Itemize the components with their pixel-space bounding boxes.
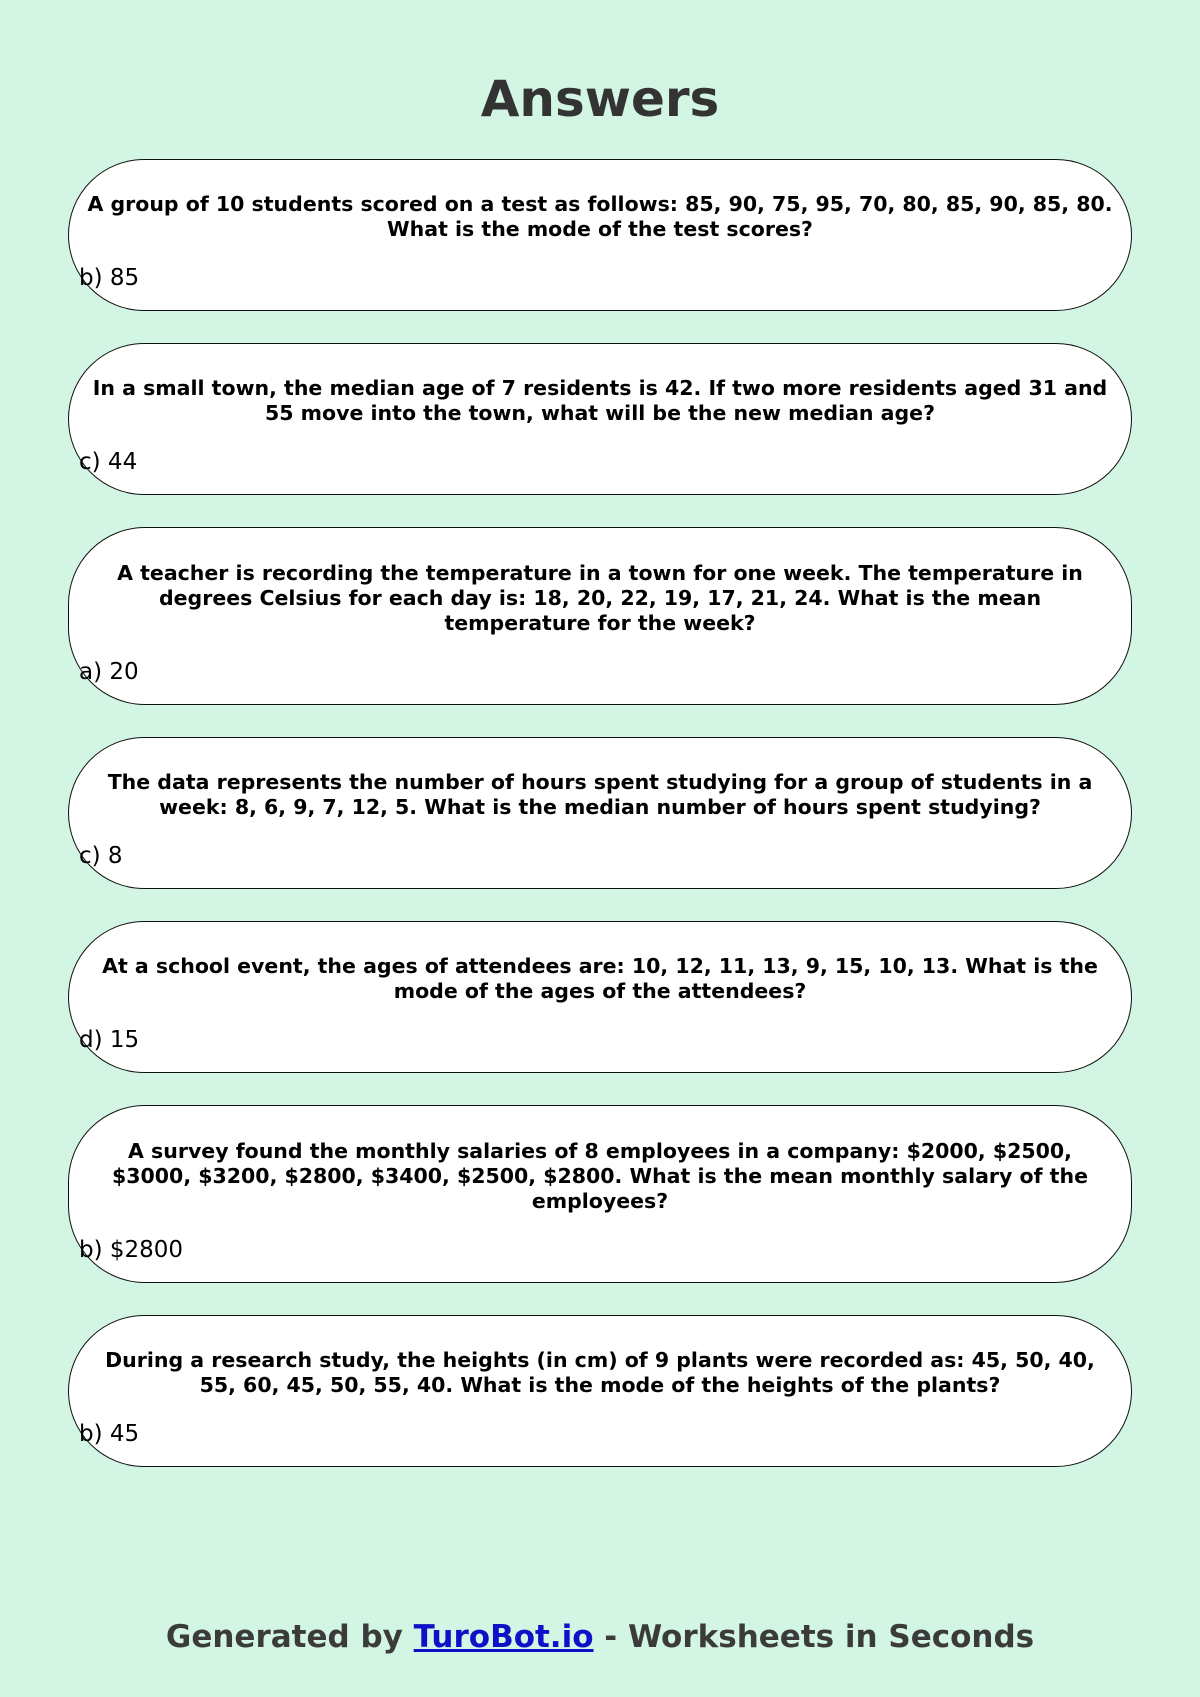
answer-card <box>68 159 1132 311</box>
answer-card <box>68 921 1132 1073</box>
answer-text: a) 20 <box>79 659 139 685</box>
question-text: A teacher is recording the temperature in a town for one week. The temperature in degrees Celsius for each day is: 18, 20, 22, 19, 17, 21, 24. What is the mean temperature for the week? <box>117 561 1083 635</box>
question-text: A group of 10 students scored on a test as follows: 85, 90, 75, 95, 70, 80, 85, 90, 85, 80. What is the mode of the test scores? <box>87 192 1113 241</box>
page-title: Answers <box>480 70 720 128</box>
question-text: The data represents the number of hours spent studying for a group of students in a week: 8, 6, 9, 7, 12, 5. What is the median number of hours spent studying? <box>107 770 1093 819</box>
footer-prefix: Generated by <box>165 1619 414 1655</box>
answer-text: b) 85 <box>79 265 140 291</box>
question-text: During a research study, the heights (in cm) of 9 plants were recorded as: 45, 50, 40, 55, 60, 45, 50, 55, 40. What is the mode of the heights of the plants? <box>105 1348 1095 1397</box>
question-text: At a school event, the ages of attendees are: 10, 12, 11, 13, 9, 15, 10, 13. What is the mode of the ages of the attendees? <box>102 954 1098 1003</box>
answer-text: b) 45 <box>79 1421 140 1447</box>
answer-text: b) $2800 <box>79 1237 184 1263</box>
question-text: In a small town, the median age of 7 residents is 42. If two more residents aged 31 and 55 move into the town, what will be the new median age? <box>92 376 1108 425</box>
answer-card <box>68 527 1132 705</box>
turobot-link[interactable]: TuroBot.io <box>413 1619 594 1655</box>
answer-card <box>68 1315 1132 1467</box>
footer <box>0 1617 1200 1657</box>
footer-suffix: - Worksheets in Seconds <box>593 1619 1035 1655</box>
question-text: A survey found the monthly salaries of 8 employees in a company: $2000, $2500, $3000, $3200, $2800, $3400, $2500, $2800. What is the mean monthly salary of the employees? <box>112 1139 1088 1213</box>
answer-card <box>68 1105 1132 1283</box>
answer-card <box>68 343 1132 495</box>
answer-text: c) 8 <box>79 843 123 869</box>
answer-text: d) 15 <box>79 1027 140 1053</box>
answer-text: c) 44 <box>79 449 138 475</box>
answer-list <box>68 159 1132 1499</box>
answer-card <box>68 737 1132 889</box>
